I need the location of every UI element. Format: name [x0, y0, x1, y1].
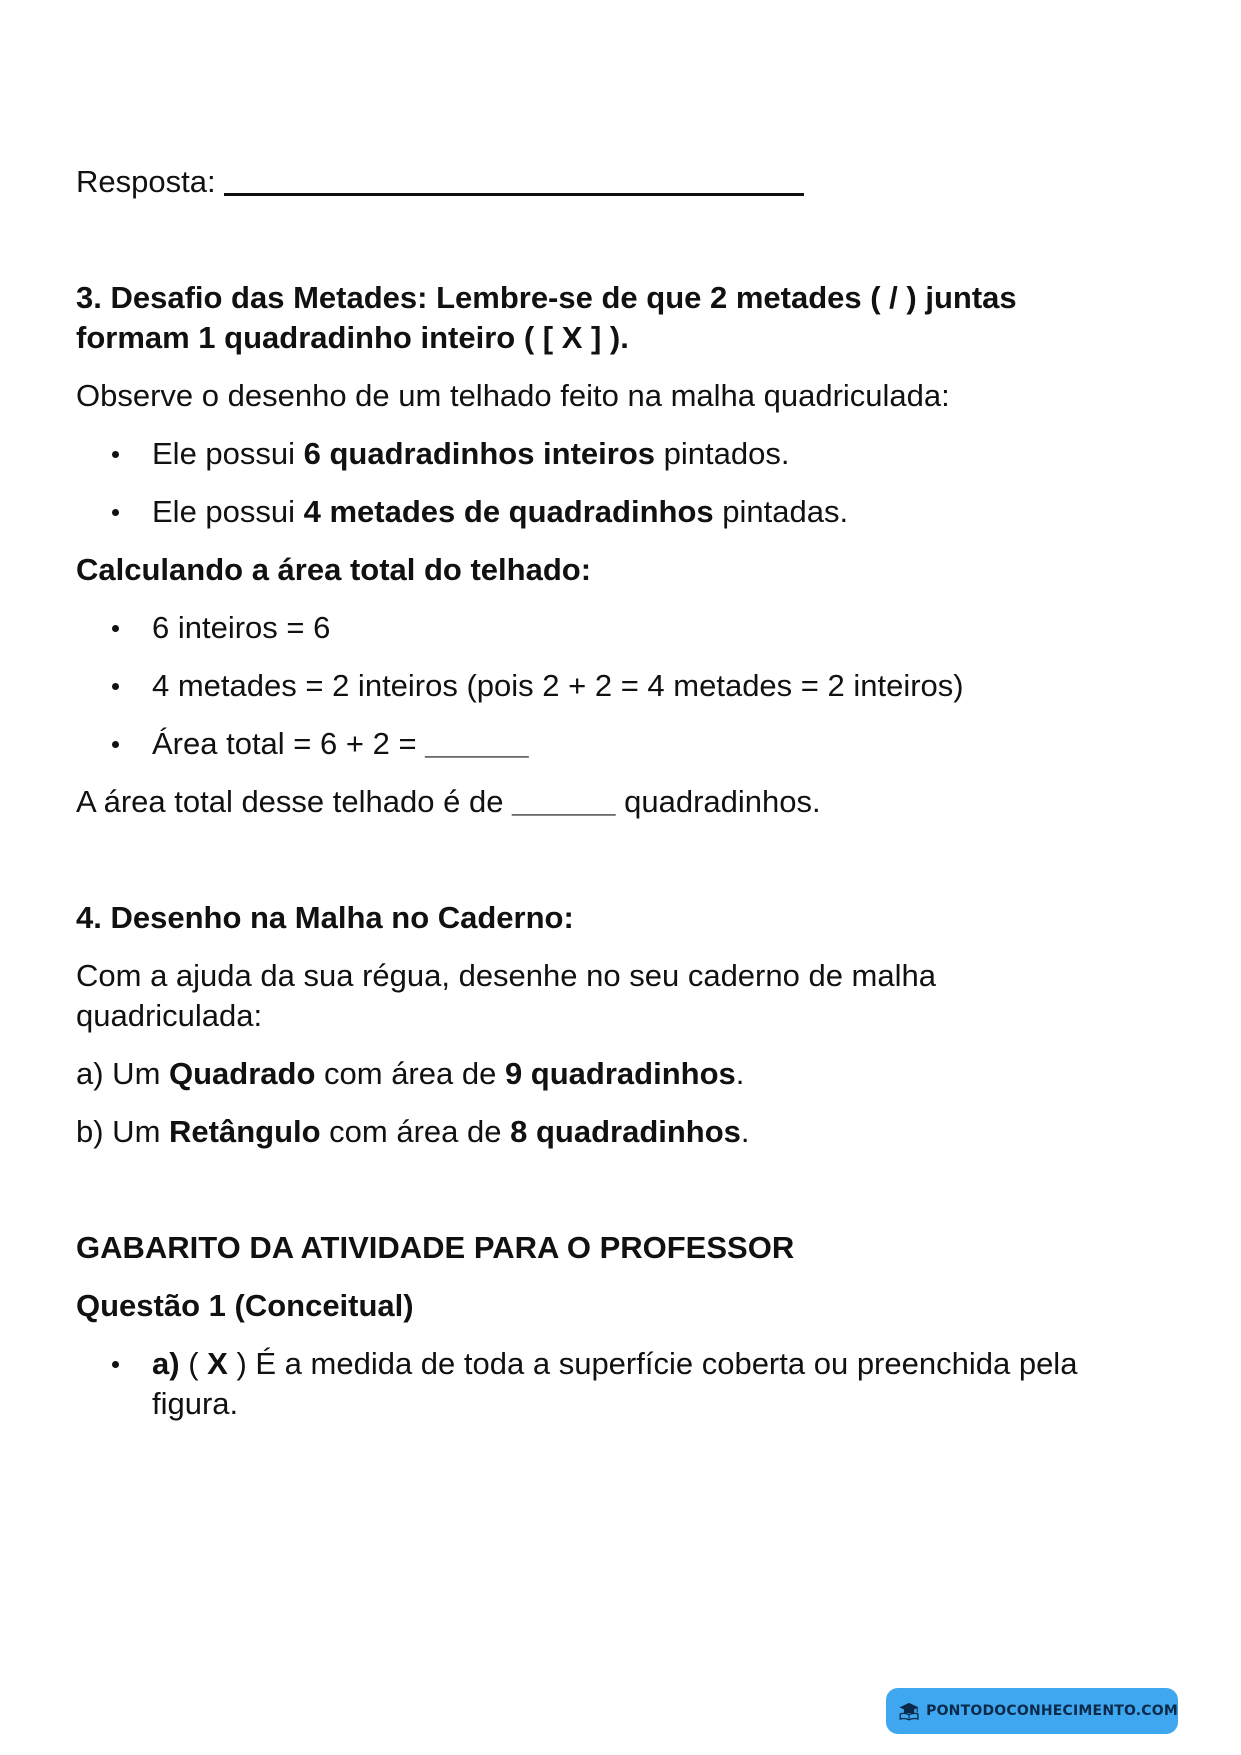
resposta-label: Resposta: — [76, 164, 225, 199]
q3-title-line1: 3. Desafio das Metades: Lembre-se de que 2 metades ( / ) juntas — [76, 280, 1017, 315]
q3-calc-heading: Calculando a área total do telhado: — [76, 552, 592, 587]
q3-title-line2: formam 1 quadradinho inteiro ( [ X ] ). — [76, 320, 629, 355]
q4-item-b: b) Um Retângulo com área de 8 quadradinhos. — [76, 1114, 750, 1149]
bullet-dot-icon — [112, 683, 119, 690]
conclusion-blank[interactable]: ______ — [512, 784, 616, 819]
bullet-dot-icon — [112, 1361, 119, 1368]
resposta-line — [76, 160, 804, 204]
gabarito-item-a-line1: a) ( X ) É a medida de toda a superfície coberta ou preenchida pela — [152, 1346, 1078, 1381]
q3-intro: Observe o desenho de um telhado feito na malha quadriculada: — [76, 378, 950, 413]
q3-conclusion: A área total desse telhado é de ______ quadradinhos. — [76, 784, 821, 819]
q4-intro-line1: Com a ajuda da sua régua, desenhe no seu caderno de malha — [76, 958, 936, 993]
bullet-dot-icon — [112, 509, 119, 516]
resposta-answer-line[interactable] — [224, 163, 804, 196]
q3-bullet-1-text: Ele possui 6 quadradinhos inteiros pintados. — [152, 436, 790, 471]
bullet-dot-icon — [112, 451, 119, 458]
area-total-blank[interactable]: ______ — [425, 726, 529, 761]
q4-intro-line2: quadriculada: — [76, 998, 263, 1033]
q4-item-a: a) Um Quadrado com área de 9 quadradinhos. — [76, 1056, 745, 1091]
site-logo-badge[interactable] — [886, 1688, 1178, 1734]
logo-text: PONTODOCONHECIMENTO.COM — [926, 1703, 1178, 1719]
gabarito-title: GABARITO DA ATIVIDADE PARA O PROFESSOR — [76, 1230, 795, 1265]
q3-bullet-2-text: Ele possui 4 metades de quadradinhos pintadas. — [152, 494, 849, 529]
q4-title: 4. Desenho na Malha no Caderno: — [76, 900, 574, 935]
bullet-dot-icon — [112, 625, 119, 632]
bullet-dot-icon — [112, 741, 119, 748]
graduation-book-icon — [898, 1698, 920, 1724]
gabarito-item-a-line2: figura. — [152, 1386, 239, 1421]
gabarito-questao1: Questão 1 (Conceitual) — [76, 1288, 414, 1323]
